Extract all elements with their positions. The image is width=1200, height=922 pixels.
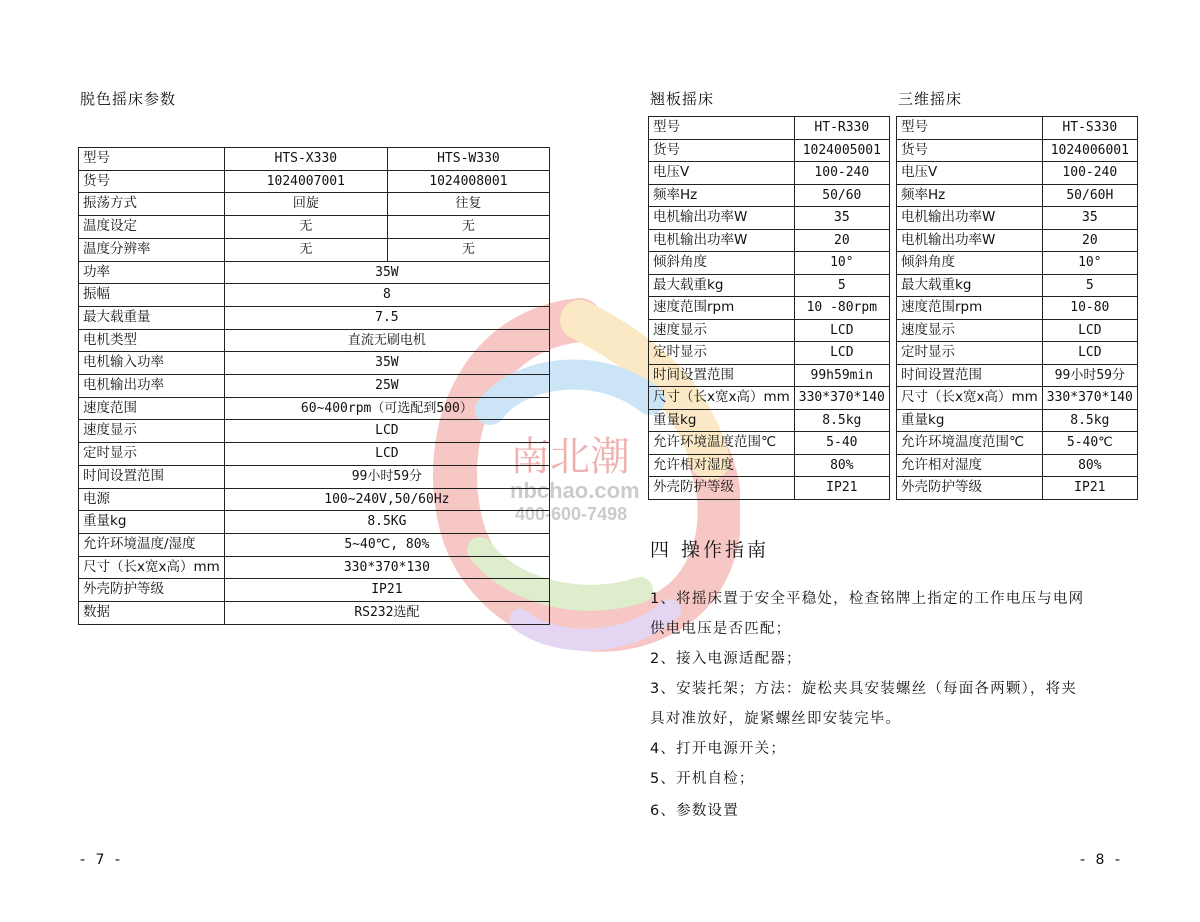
- spec-value: 无: [224, 216, 387, 239]
- spec-label: 振幅: [79, 284, 225, 307]
- table-row: [897, 364, 1138, 387]
- table-row: [79, 420, 550, 443]
- spec-value: 回旋: [224, 193, 387, 216]
- spec-label: 允许环境温度范围℃: [649, 432, 795, 455]
- spec-label: 时间设置范围: [649, 364, 795, 387]
- spec-value: 60~400rpm（可选配到500）: [224, 397, 549, 420]
- table-row: [649, 184, 890, 207]
- spec-label: 最大载重kg: [897, 274, 1043, 297]
- spec-value: 20: [794, 229, 889, 252]
- spec-value: 330*370*140: [1042, 387, 1137, 410]
- spec-label: 时间设置范围: [79, 465, 225, 488]
- spec-label: 功率: [79, 261, 225, 284]
- table-row: [79, 443, 550, 466]
- spec-value: 1024008001: [387, 170, 549, 193]
- table-row: [897, 252, 1138, 275]
- spec-label: 最大载重量: [79, 306, 225, 329]
- spec-label: 货号: [897, 139, 1043, 162]
- spec-value: LCD: [224, 443, 549, 466]
- spec-label: 允许相对湿度: [897, 454, 1043, 477]
- page-number-right: - 8 -: [1080, 852, 1123, 868]
- spec-value: 5-40℃: [1042, 432, 1137, 455]
- guide-line: 2、接入电源适配器；: [650, 651, 802, 667]
- spec-value: IP21: [1042, 477, 1137, 500]
- guide-line: 1、将摇床置于安全平稳处，检查铭牌上指定的工作电压与电网: [650, 591, 1085, 607]
- spec-value: 35W: [224, 261, 549, 284]
- table-row: [79, 488, 550, 511]
- spec-label: 速度显示: [649, 319, 795, 342]
- spec-value: 10°: [794, 252, 889, 275]
- table-row: [79, 533, 550, 556]
- spec-label: 速度范围: [79, 397, 225, 420]
- table-row: [897, 342, 1138, 365]
- spec-label: 外壳防护等级: [79, 579, 225, 602]
- spec-label: 温度分辨率: [79, 238, 225, 261]
- decolor-shaker-spec-table: [78, 147, 550, 625]
- guide-line: 具对准放好，旋紧螺丝即安装完毕。: [650, 711, 902, 727]
- table-row: [79, 306, 550, 329]
- spec-value: 无: [387, 216, 549, 239]
- watermark-site: nbchao.com: [510, 478, 640, 503]
- table-row: [79, 397, 550, 420]
- spec-label: 允许环境温度/湿度: [79, 533, 225, 556]
- spec-label: 允许环境温度范围℃: [897, 432, 1043, 455]
- table-row: [897, 454, 1138, 477]
- table-row: [79, 284, 550, 307]
- table-row: [649, 229, 890, 252]
- spec-value: 35W: [224, 352, 549, 375]
- spec-value: IP21: [794, 477, 889, 500]
- table-row: [79, 193, 550, 216]
- table-row: [649, 297, 890, 320]
- table-row: [649, 387, 890, 410]
- spec-label: 电机输出功率W: [649, 229, 795, 252]
- table-row: [79, 556, 550, 579]
- spec-value: 99h59min: [794, 364, 889, 387]
- spec-label: 速度范围rpm: [897, 297, 1043, 320]
- spec-value: 50/60H: [1042, 184, 1137, 207]
- guide-line: 5、开机自检；: [650, 771, 755, 787]
- spec-label: 电机输出功率W: [897, 229, 1043, 252]
- table-row: [897, 319, 1138, 342]
- guide-line: 6、参数设置: [650, 803, 739, 819]
- spec-label: 外壳防护等级: [649, 477, 795, 500]
- table-row: [649, 319, 890, 342]
- spec-value: 直流无刷电机: [224, 329, 549, 352]
- spec-label: 速度显示: [79, 420, 225, 443]
- spec-label: 倾斜角度: [649, 252, 795, 275]
- spec-value: 8.5kg: [794, 409, 889, 432]
- spec-value: 330*370*140: [794, 387, 889, 410]
- table-row: [79, 261, 550, 284]
- spec-label: 定时显示: [79, 443, 225, 466]
- spec-label: 重量kg: [79, 511, 225, 534]
- table-row: [79, 375, 550, 398]
- spec-value: HT-S330: [1042, 117, 1137, 140]
- spec-label: 温度设定: [79, 216, 225, 239]
- spec-value: 8: [224, 284, 549, 307]
- rocker-spec-table: [648, 116, 890, 500]
- spec-value: 80%: [1042, 454, 1137, 477]
- spec-label: 定时显示: [897, 342, 1043, 365]
- model-hts-w330: HTS-W330: [387, 148, 549, 171]
- spec-value: HT-R330: [794, 117, 889, 140]
- spec-value: 无: [387, 238, 549, 261]
- spec-label: 定时显示: [649, 342, 795, 365]
- guide-line: 3、安装托架；方法：旋松夹具安装螺丝（每面各两颗），将夹: [650, 681, 1078, 697]
- table-row: [897, 477, 1138, 500]
- spec-label: 最大载重kg: [649, 274, 795, 297]
- table-row: [897, 162, 1138, 185]
- spec-value: 1024007001: [224, 170, 387, 193]
- spec-label: 重量kg: [649, 409, 795, 432]
- table-row: [79, 465, 550, 488]
- spec-label: 型号: [897, 117, 1043, 140]
- spec-label: 型号: [649, 117, 795, 140]
- spec-value: 5~40℃, 80%: [224, 533, 549, 556]
- spec-label: 电压V: [897, 162, 1043, 185]
- table-row: [897, 274, 1138, 297]
- spec-value: 330*370*130: [224, 556, 549, 579]
- spec-value: 10 -80rpm: [794, 297, 889, 320]
- table-row: [79, 238, 550, 261]
- spec-value: 无: [224, 238, 387, 261]
- page-number-left: - 7 -: [80, 852, 123, 868]
- guide-heading: 四 操作指南: [650, 539, 770, 561]
- spec-value: 1024006001: [1042, 139, 1137, 162]
- watermark-brand: 南北潮: [510, 434, 630, 479]
- spec-value: LCD: [224, 420, 549, 443]
- spec-value: 往复: [387, 193, 549, 216]
- spec-value: 5: [794, 274, 889, 297]
- spec-label: 电机类型: [79, 329, 225, 352]
- table-row: [897, 117, 1138, 140]
- table-header-row: [79, 148, 550, 171]
- spec-value: LCD: [794, 319, 889, 342]
- table-row: [897, 387, 1138, 410]
- spec-label: 电机输出功率W: [649, 207, 795, 230]
- table-row: [897, 432, 1138, 455]
- spec-value: 99小时59分: [224, 465, 549, 488]
- table-row: [649, 409, 890, 432]
- table-row: [79, 170, 550, 193]
- spec-label: 允许相对湿度: [649, 454, 795, 477]
- spec-value: 100-240: [1042, 162, 1137, 185]
- table-row: [649, 454, 890, 477]
- spec-label: 倾斜角度: [897, 252, 1043, 275]
- spec-value: 35: [1042, 207, 1137, 230]
- table-row: [79, 602, 550, 625]
- guide-line: 4、打开电源开关；: [650, 741, 787, 757]
- left-page-title: 脱色摇床参数: [80, 90, 177, 108]
- table-row: [897, 409, 1138, 432]
- threed-title: 三维摇床: [898, 90, 963, 108]
- threed-spec-table: [896, 116, 1138, 500]
- spec-value: 8.5kg: [1042, 409, 1137, 432]
- table-row: [649, 274, 890, 297]
- spec-value: 35: [794, 207, 889, 230]
- spec-label: 货号: [79, 170, 225, 193]
- spec-value: 25W: [224, 375, 549, 398]
- watermark-phone: 400-600-7498: [515, 504, 628, 524]
- table-row: [649, 342, 890, 365]
- spec-value: LCD: [794, 342, 889, 365]
- spec-value: 8.5KG: [224, 511, 549, 534]
- table-row: [897, 297, 1138, 320]
- guide-line: 供电电压是否匹配；: [650, 621, 792, 637]
- spec-label: 电机输出功率W: [897, 207, 1043, 230]
- spec-label: 数据: [79, 602, 225, 625]
- table-row: [649, 207, 890, 230]
- spec-label: 货号: [649, 139, 795, 162]
- table-row: [79, 352, 550, 375]
- spec-value: RS232选配: [224, 602, 549, 625]
- spec-label: 重量kg: [897, 409, 1043, 432]
- table-row: [649, 139, 890, 162]
- spec-value: LCD: [1042, 319, 1137, 342]
- table-row: [79, 579, 550, 602]
- spec-value: 100~240V,50/60Hz: [224, 488, 549, 511]
- spec-value: LCD: [1042, 342, 1137, 365]
- spec-label: 频率Hz: [897, 184, 1043, 207]
- spec-value: 20: [1042, 229, 1137, 252]
- spec-value: 5: [1042, 274, 1137, 297]
- spec-label: 尺寸（长x宽x高）mm: [79, 556, 225, 579]
- spec-value: 10-80: [1042, 297, 1137, 320]
- spec-label: 尺寸（长x宽x高）mm: [897, 387, 1043, 410]
- spec-label: 速度范围rpm: [649, 297, 795, 320]
- spec-label: 型号: [79, 148, 225, 171]
- table-row: [897, 229, 1138, 252]
- rocker-title: 翘板摇床: [650, 90, 715, 108]
- table-row: [649, 252, 890, 275]
- spec-label: 电机输入功率: [79, 352, 225, 375]
- table-row: [649, 432, 890, 455]
- spec-value: IP21: [224, 579, 549, 602]
- table-row: [897, 184, 1138, 207]
- table-row: [649, 477, 890, 500]
- spec-label: 速度显示: [897, 319, 1043, 342]
- spec-value: 50/60: [794, 184, 889, 207]
- spec-label: 外壳防护等级: [897, 477, 1043, 500]
- spec-label: 尺寸（长x宽x高）mm: [649, 387, 795, 410]
- table-row: [897, 139, 1138, 162]
- table-row: [649, 162, 890, 185]
- spec-value: 100-240: [794, 162, 889, 185]
- spec-label: 电源: [79, 488, 225, 511]
- model-hts-x330: HTS-X330: [224, 148, 387, 171]
- table-row: [649, 364, 890, 387]
- table-row: [79, 216, 550, 239]
- guide-steps: [650, 584, 1130, 826]
- spec-value: 5-40: [794, 432, 889, 455]
- spec-value: 1024005001: [794, 139, 889, 162]
- table-row: [649, 117, 890, 140]
- spec-value: 99小时59分: [1042, 364, 1137, 387]
- spec-label: 振荡方式: [79, 193, 225, 216]
- spec-value: 10°: [1042, 252, 1137, 275]
- spec-label: 电机输出功率: [79, 375, 225, 398]
- spec-value: 80%: [794, 454, 889, 477]
- table-row: [79, 511, 550, 534]
- spec-label: 时间设置范围: [897, 364, 1043, 387]
- spec-label: 电压V: [649, 162, 795, 185]
- spec-value: 7.5: [224, 306, 549, 329]
- table-row: [79, 329, 550, 352]
- table-row: [897, 207, 1138, 230]
- spec-label: 频率Hz: [649, 184, 795, 207]
